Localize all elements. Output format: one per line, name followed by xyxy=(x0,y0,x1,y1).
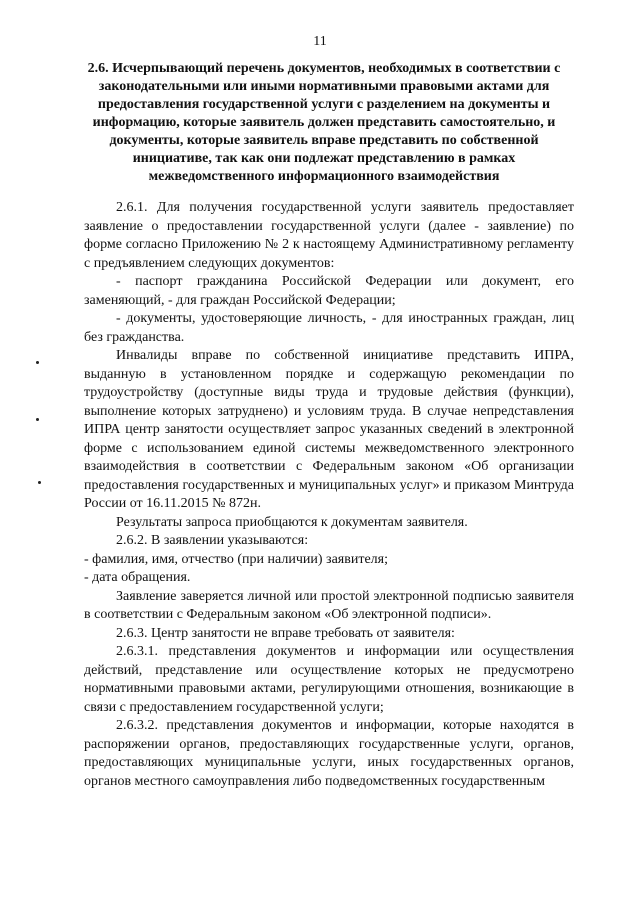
paragraph: 2.6.3.1. представления документов и информации или осуществления действий, представление или осуществление которых не предусмотрено нормативными правовыми актами, регулирующими отношения, возникающие в связи с предоставлением государственной услуги; xyxy=(84,644,574,715)
paragraph: Инвалиды вправе по собственной инициативе представить ИПРА, выданную в установленном порядке и содержащую рекомендации по трудоустройству (доступные виды труда и трудовые действия (функции), выполнение которых затруднено) и условиям труда. В случае непредставления ИПРА центр занятости осуществляет запрос указанных сведений в электронной форме с использованием единой системы межведомственного электронного взаимодействия в соответствии с Федеральным законом «Об организации предоставления государственных и муниципальных услуг» и приказом Минтруда России от 16.11.2015 № 872н. xyxy=(84,348,574,511)
margin-dot xyxy=(36,418,39,421)
paragraph: 2.6.2. В заявлении указываются: xyxy=(116,533,309,548)
section-body xyxy=(84,199,574,791)
margin-dot xyxy=(38,481,41,484)
paragraph: 2.6.1. Для получения государственной услуги заявитель предоставляет заявление о предоставлении государственной услуги (далее - заявление) по форме согласно Приложению № 2 к настоящему Административному регламенту с предъявлением следующих документов: xyxy=(84,200,574,271)
list-item: - документы, удостоверяющие личность, - для иностранных граждан, лиц без гражданства. xyxy=(84,311,574,345)
margin-dot xyxy=(36,361,39,364)
page-number: 11 xyxy=(313,34,327,49)
list-item: - дата обращения. xyxy=(84,570,191,585)
paragraph: 2.6.3.2. представления документов и информации, которые находятся в распоряжении органов, предоставляющих государственные услуги, органов, предоставляющих муниципальные услуги, иных государственных органов, органов местного самоуправления либо подведомственных государственным xyxy=(84,718,574,789)
section-heading: 2.6. Исчерпывающий перечень документов, необходимых в соответствии с законодательными или иными нормативными правовыми актами для предоставления государственной услуги с разделением на документы и информацию, которые заявитель должен представить самостоятельно, и документы, которые заявитель вправе представить по собственной инициативе, так как они подлежат представлению в рамках межведомственного информационного взаимодействия xyxy=(87,61,561,184)
paragraph: 2.6.3. Центр занятости не вправе требовать от заявителя: xyxy=(116,625,455,641)
paragraph: Результаты запроса приобщаются к документам заявителя. xyxy=(116,514,468,530)
list-item: - паспорт гражданина Российской Федерации или документ, его заменяющий, - для граждан Российской Федерации; xyxy=(84,274,574,308)
list-item: - фамилия, имя, отчество (при наличии) заявителя; xyxy=(84,551,388,567)
paragraph: Заявление заверяется личной или простой электронной подписью заявителя в соответствии с Федеральным законом «Об электронной подписи». xyxy=(84,588,574,622)
